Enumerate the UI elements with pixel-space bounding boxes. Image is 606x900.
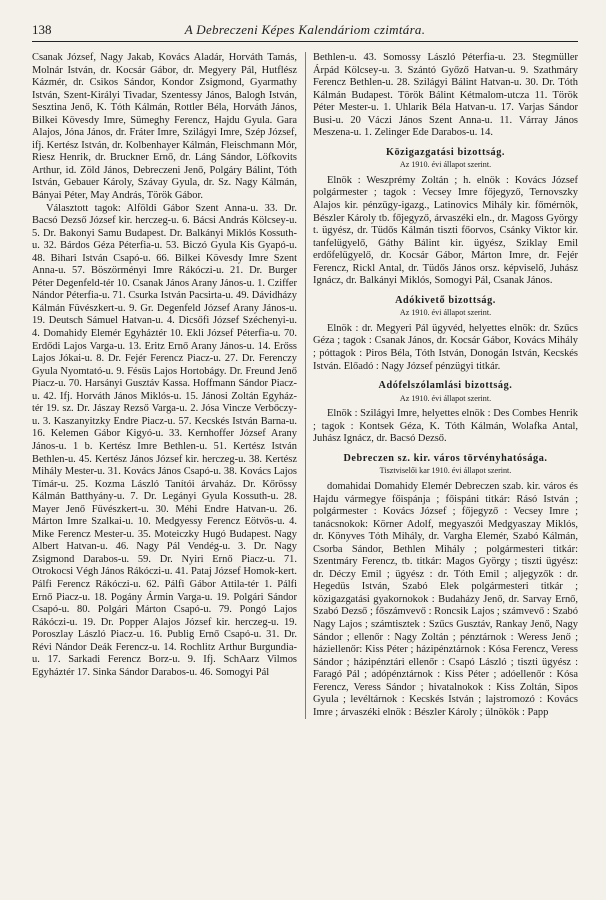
tax-assessment-committee-text: Elnök : dr. Megyeri Pál ügyvéd, helyettes elnök: dr. Szűcs Géza ; tagok : Csanak János, dr. Kocsár Gábor, Kovács Mihály ; póttagok : Piros Béla, Tóth István, Donogán István, Kecskés István. Előadó : Nagy József pénzügyi titkár. bbox=[313, 322, 578, 372]
running-title: A Debreczeni Képes Kalendáriom czimtára. bbox=[184, 22, 426, 37]
page-number: 138 bbox=[32, 22, 52, 37]
section-heading-municipal-authority: Debreczen sz. kir. város törvényhatósága. bbox=[343, 452, 548, 464]
section-heading-tax-assessment: Adókivető bizottság. bbox=[395, 294, 496, 306]
page-header bbox=[32, 22, 578, 42]
section-subheading-tax-assessment: Az 1910. évi állapot szerint. bbox=[399, 308, 492, 318]
two-column-body bbox=[32, 52, 578, 719]
left-column bbox=[32, 52, 297, 719]
municipal-officials-text: domahidai Domahidy Elemér Debreczen szab. kir. város és Hajdu vármegye főispánja ; főispáni titkár: Rásó István ; polgármester : Kovács József ; főjegyző : Vecsey Imre ; tanácsnokok: Körner Adolf, megyaszói Medgyaszay Miklós, dr. Könyves Tóth Mihály, dr. Vargha Elemér, Szabó Kálmán, Csorba Sándor, Bethlen Mihály ; polgármesteri titkár: Szentmáry Ferencz, tb. titkár: Magos György ; tiszti ügyész: dr. Déczy Emil ; ügyész : dr. Tóth Emil ; aljegyzők : dr. Hegedüs István, Szabó Elek polgármesteri titkár ; közigazgatási gyakornokok : Budaházy Jenő, dr. Sarvay Ernő, Szabó Dezső ; főszámvevő : Roncsik Lajos ; számvevő : Szabó Nagy Lajos ; számtisztek : Szűcs Gusztáv, Rankay Jenő, Nagy Sándor ; ellenőr : Nagy Zoltán ; pénztárnok : Weress Jenő ; háziellenőr: Kiss Péter ; házipénztárnok : Kósa Ferencz, Veress Sándor ; házipénztári ellenőr : Csapó László ; tiszti ügyész : Faragó Pál ; adópénztárnok : Kiss Péter ; adóellenőr : Kósa Ferencz, Veress Sándor ; hivatalnokok : Kiss Zoltán, Sipos Gyula ; levéltárnok : Kecskés István ; lajstromozó : Kovács Imre ; árvaszéki elnök : Bészler Károly ; ülnökök : Papp bbox=[313, 480, 578, 718]
section-subheading-tax-appeal: Az 1910. évi állapot szerint. bbox=[399, 393, 492, 403]
committee-members-paragraph: Csanak József, Nagy Jakab, Kovács Aladár, Horváth Tamás, Molnár István, dr. Kocsár Gábor, dr. Megyery Pál, Hutflész Kázmér, dr. Csikos Sándor, Kondor Zsigmond, Gyarmathy István, Szent-Királyi Tivadar, Szentessy János, Balogh István, Sesztina Jenő, K. Tóth Kálmán, Rottler Béla, Horváth János, Bilkei Kövesdy Imre, Sümeghy Ferencz, Hajdu Gyula. Gara Alajos, Jóna János, dr. Fráter Imre, Szilágyi Imre, Szép József, ifj. Kertész István, dr. Kolbenhayer Kálmán, Fleischmann Mór, Riesz Henrik, dr. Bruckner Ernő, dr. Láng Sándor, Löfkovits Arthur, id. Zöld János, Debreczeni Jenő, Polgáry Bálint, Tóth István, Gebauer Károly, Szávay Gyula, dr. Sz. Nagy Kálmán, Bányai Péter, May András, Török Gábor. bbox=[32, 52, 297, 202]
administrative-committee-text: Elnök : Weszprémy Zoltán ; h. elnök : Kovács József polgármester ; tagok : Vecsey Imre főjegyző, Ternovszky Alajos kir. pénzügy-igazg., Latinovics Mihály kir. főmérnök, Bészler Károly tb. főjegyző, árvaszéki eln., dr. Magoss György t. ügyész, dr. Tüdős Kálmán tiszti főorvos, Csánky Viktor kir. tanfelügyelő, Gáthy Bálint kir. ügyész, Sziklay Emil erdőfelügyelő, dr. Kocsár Gábor, Márton Imre, dr. Fejér Ferencz, Rickl Antal, dr. Tüdős János orsz. képviselő, Juhász Ignácz, dr. Balkányi Miklós, Somogyi Pál, Csanak János. bbox=[313, 174, 578, 287]
right-column bbox=[313, 52, 578, 719]
section-heading-tax-appeal: Adófelszólamlási bizottság. bbox=[378, 380, 513, 392]
column-divider bbox=[305, 52, 306, 719]
elected-members-paragraph: Választott tagok: Alföldi Gábor Szent Anna-u. 33. Dr. Bacsó Dezső József kir. herczeg-u. 6. Bácsi András Kölcsey-u. 5. Dr. Bakonyi Samu Budapest. Dr. Balkányi Miklós Kossuth-u. 32. Bárdos Géza Péterfia-u. 53. Biczó Gyula Kis Gyapó-u. 48. Bihari István Csapó-u. 66. Bilkei Kövesdy Imre Szent Anna-u. 57. Böszörményi Imre Rákóczi-u. 21. Dr. Burger Péter Degenfeld-tér 10. Csanak János Arany János-u. 1. Cziffer Nándor Péterfia-u. 71. Csurka István Pacsirta-u. 49. Dávidházy Kálmán Füvészkert-u. 9. Gr. Degenfeld József Arany János-u. 19. Deutsch Sámuel Hatvan-u. 4. Dicsőfi József Széchenyi-u. 4. Domahidy Elemér Egyháztér 10. Ekli József Péterfia-u. 70. Erdődi Lajos Varga-u. 13. Eritz Ernő Arany János-u. 14. Erőss Lajos Jókai-u. 8. Dr. Fejér Ferencz Piacz-u. 27. Dr. Ferenczy Gyula Nyomtató-u. 9. Fésüs Lajos Hortobágy. Dr. Freund Jenő Piacz-u. 70. Harsányi Gusztáv Kassa. Hoffmann Sándor Piacz-u. 42. Ifj. Horváth János Miklós-u. 15. Jánosi Zoltán Egyház-tér 19. sz. Dr. Jászay Rezső Varga-u. 2. Jósa Vincze Verbőczy-u. 3. Kaszanyitzky Endre Piacz-u. 57. Kecskés István Barna-u. 16. Kelemen Gábor Kigyó-u. 33. Kernhoffer József Arany János-u. 1 b. Kertész Imre Bethlen-u. 51. Kertész István Bethlen-u. 45. Kertész János József kir. herczeg-u. 38. Kertész Mihály Mester-u. 31. Kovács János Csapó-u. 38. Kovács Lajos Tímár-u. 25. Kozma László Tanítói árvaház. Dr. Kőrössy Kálmán Batthyány-u. 7. Dr. Legányi Gyula Kossuth-u. 28. Mayer Jenő Füvészkert-u. 30. Méhi Endre Hatvan-u. 26. Márton Imre Szalkai-u. 10. Medgyessy Ferencz Eötvös-u. 4. Mike Ferencz Mester-u. 35. Moteiczky Hugó Budapest. Nagy Albert Hatvan-u. 46. Nagy Pál Vendég-u. 3. Dr. Nagy Zsigmond Darabos-u. 59. Dr. Nyiri Ernő Piacz-u. 71. Otrokocsi Végh János Rákóczi-u. 41. Pataj József Homok-kert. Pálfi Ferencz Rákóczi-u. 62. Pálfi Gábor Attila-tér 1. Pálfi Ernő Piacz-u. 18. Pogány Ármin Varga-u. 19. Polgári Sándor Csapó-u. 80. Polgári Márton Csapó-u. 79. Pongó Lajos Rákóczi-u. 19. Dr. Popper Alajos József kir. herczeg-u. 19. Poroszlay László Piacz-u. 16. Publig Ernő Csapó-u. 31. Dr. Révi Nándor Deák Ferencz-u. 14. Rochlitz Arthur Burgundia-u. 17. Sarkadi Ferencz Borz-u. 9. Ifj. SchAarz Vilmos Egyháztér 17. Sinka Sándor Darabos-u. 46. Somogyi Pál bbox=[32, 202, 297, 678]
tax-appeal-committee-text: Elnök : Szilágyi Imre, helyettes elnök : Des Combes Henrik ; tagok : Kontsek Géza, K. Tóth Kálmán, Wolafka Antal, Juhász Ignácz, dr. Bacsó Dezső. bbox=[313, 408, 578, 445]
section-heading-administrative: Közigazgatási bizottság. bbox=[385, 146, 506, 158]
elected-members-continuation: Bethlen-u. 43. Somossy László Péterfia-u. 23. Stegmüller Árpád Kölcsey-u. 3. Szántó Győző Hatvan-u. 9. Szathmáry Ferencz Bethlen-u. 28. Szilágyi Bálint Hatvan-u. 30. Dr. Tóth Kálmán Budapest. Török Bálint Kétmalom-utcza 11. Török Péter Mester-u. 1. Uhlarik Béla Hatvan-u. 17. Varjas Sándor Busi-u. 20 Váczi János Szent Anna-u. 11. Várray János Meszena-u. 1. Zelinger Ede Darabos-u. 14. bbox=[313, 52, 578, 139]
section-subheading-administrative: Az 1910. évi állapot szerint. bbox=[399, 160, 492, 170]
section-subheading-municipal-authority: Tisztviselői kar 1910. évi állapot szerint. bbox=[379, 466, 512, 476]
